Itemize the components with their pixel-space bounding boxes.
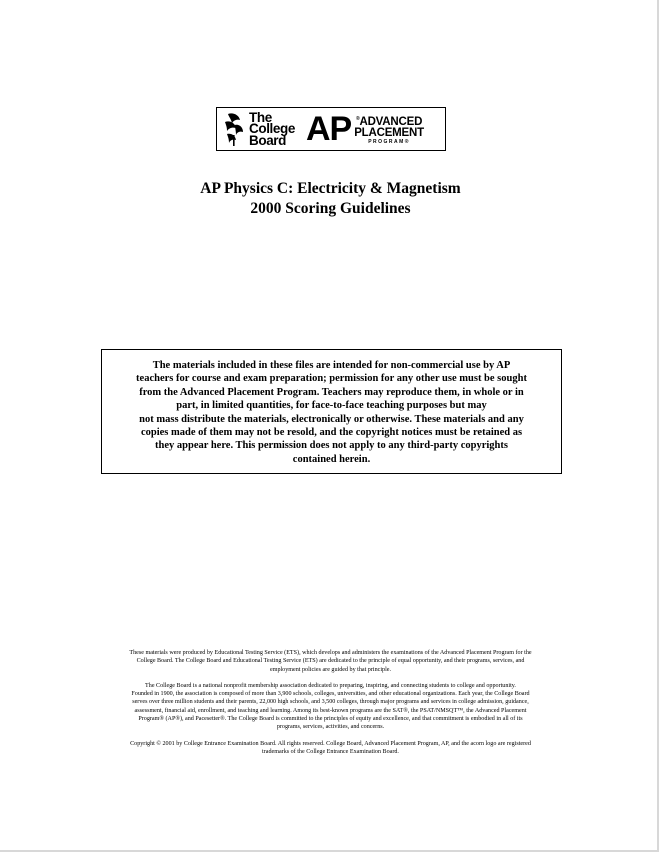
notice-line: copies made of them may not be resold, and the copyright notices must be retained as	[140, 427, 523, 439]
logo-banner	[216, 107, 446, 151]
footer-copyright-paragraph: Copyright © 2001 by College Entrance Examination Board. All rights reserved. College Board, Advanced Placement Program, AP, and the acorn logo are registered trademarks of the College Entrance Examination Board.	[130, 740, 531, 755]
footer-fine-print	[0, 649, 661, 764]
notice-line: contained herein.	[292, 453, 371, 465]
ap-line-program: PROGRAM®	[368, 139, 410, 146]
document-title	[0, 179, 661, 219]
ap-program-wordmark	[354, 113, 424, 146]
notice-line: from the Advanced Placement Program. Teachers may reproduce them, in whole or in	[139, 386, 524, 398]
notice-line: The materials included in these files are intended for non-commercial use by AP	[152, 360, 511, 371]
footer-ets-paragraph: These materials were produced by Educational Testing Service (ETS), which develops and administers the examinations of the Advanced Placement Program for the College Board. The College Board and Educational Testing Service (ETS) are dedicated to the principle of equal opportunity, and their programs, services, and employment policies are guided by that principle.	[129, 650, 532, 673]
usage-notice-box	[101, 349, 562, 474]
title-line-2: 2000 Scoring Guidelines	[250, 200, 411, 217]
footer-college-board-paragraph: The College Board is a national nonprofit membership association dedicated to preparing, inspiring, and connecting students to college and opportunity. Founded in 1900, the association is composed of more than 3,900 schools, colleges, universities, and other educational organizations. Each year, the College Board serves over three million students and their parents, 22,000 high schools, and 3,500 colleges, through major programs and services in college admission, guidance, assessment, financial aid, enrollment, and teaching and learning. Among its best-known programs are the SAT®, the PSAT/NMSQT™, the Advanced Placement Program® (AP®), and Pacesetter®. The College Board is committed to the principles of equity and excellence, and that commitment is embodied in all of its programs, services, activities, and concerns.	[131, 682, 530, 731]
notice-line: not mass distribute the materials, electronically or otherwise. These materials and any	[139, 413, 524, 425]
ap-line-advanced: ®ADVANCED	[355, 115, 423, 128]
college-board-wordmark: The College Board	[249, 109, 295, 148]
ap-logo-mark: AP	[305, 110, 352, 148]
notice-line: they appear here. This permission does not apply to any third-party copyrights	[155, 440, 508, 452]
notice-line: part, in limited quantities, for face-to-face teaching purposes but may	[176, 400, 487, 412]
notice-line: teachers for course and exam preparation; permission for any other use must be sought	[136, 373, 527, 385]
acorn-logo-icon	[222, 111, 246, 147]
title-line-1: AP Physics C: Electricity & Magnetism	[200, 180, 461, 197]
ap-line-placement: PLACEMENT	[354, 127, 424, 140]
